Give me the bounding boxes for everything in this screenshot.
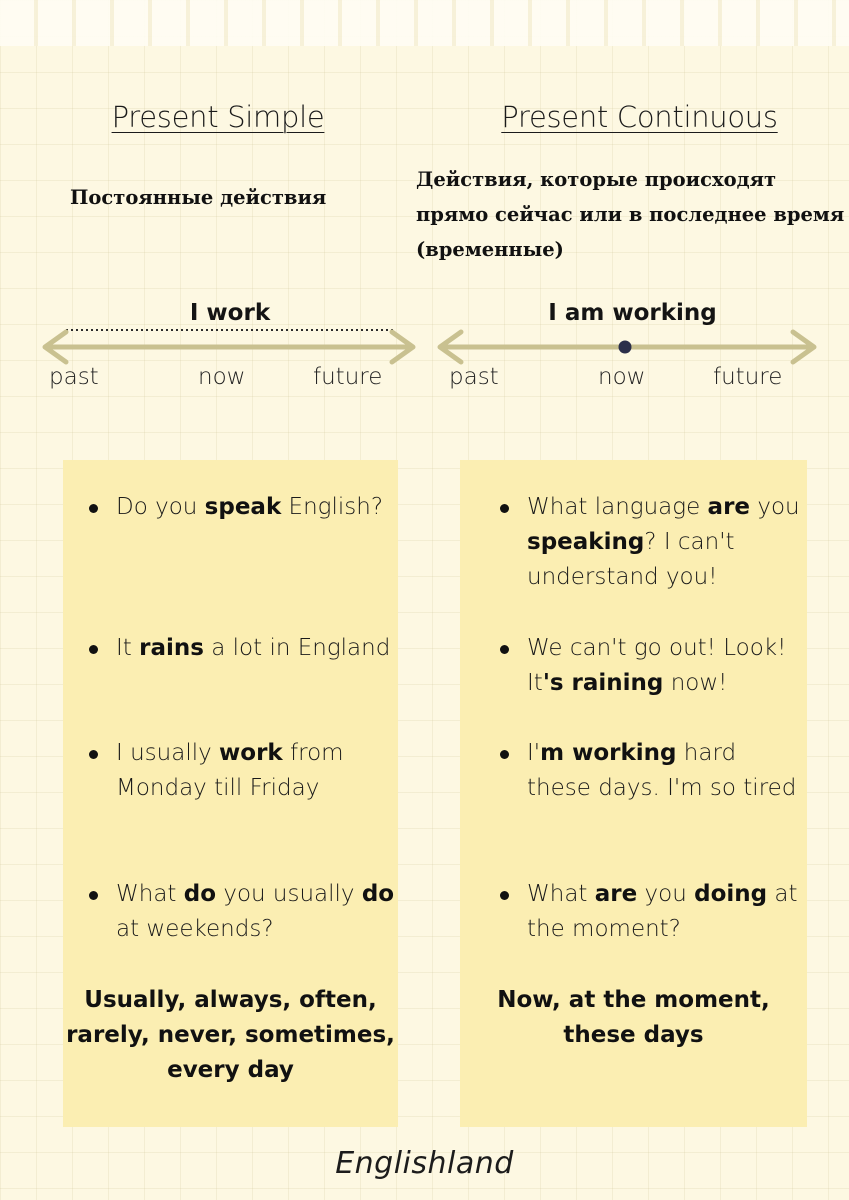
present-simple-meaning: Постоянные действия	[70, 186, 327, 209]
present-continuous-time-markers: Now, at the moment, these days	[497, 987, 770, 1048]
bullet-icon	[89, 645, 98, 654]
sentence-text: hard these days. I'm so tired	[527, 740, 797, 801]
now-dot-icon	[619, 341, 632, 354]
example-item	[116, 736, 396, 806]
brand-footer: Englishland	[335, 1146, 514, 1181]
highlighted-verb: 's raining	[542, 670, 664, 696]
tick-now: now	[198, 364, 246, 390]
bullet-icon	[500, 504, 509, 513]
sentence-text: What language	[527, 494, 708, 520]
sentence-text: It	[116, 635, 140, 661]
example-item	[527, 490, 805, 595]
tick-past: past	[449, 364, 499, 390]
sentence-text: What	[527, 881, 595, 907]
bullet-icon	[500, 645, 509, 654]
example-item	[527, 877, 805, 947]
sentence-text: What	[116, 881, 184, 907]
highlighted-verb: m working	[540, 740, 677, 766]
present-simple-example-verb: I work	[189, 300, 271, 326]
example-item	[116, 877, 396, 947]
tick-now: now	[598, 364, 646, 390]
sentence-text: ? I can't understand you!	[527, 529, 735, 590]
present-simple-time-markers: Usually, always, often, rarely, never, sometimes, every day	[66, 987, 395, 1083]
sentence-text: I usually	[116, 740, 220, 766]
highlighted-verb: do	[361, 881, 395, 907]
tick-future: future	[313, 364, 383, 390]
sentence-text: you	[750, 494, 800, 520]
example-item	[116, 490, 396, 525]
torn-paper-edge	[0, 0, 849, 46]
highlighted-verb: doing	[694, 881, 768, 907]
bullet-icon	[89, 750, 98, 759]
highlighted-verb: are	[707, 494, 751, 520]
sentence-text: from Monday till Friday	[116, 740, 344, 801]
sentence-text: you	[637, 881, 695, 907]
sentence-text: at weekends?	[116, 916, 274, 942]
tick-future: future	[713, 364, 783, 390]
highlighted-verb: work	[219, 740, 283, 766]
example-item	[527, 736, 805, 806]
sentence-text: We can't go out! Look! It	[527, 635, 787, 696]
sentence-text: Do you	[116, 494, 205, 520]
sentence-text: English?	[281, 494, 384, 520]
sentence-text: now!	[663, 670, 728, 696]
present-continuous-title: Present Continuous	[501, 100, 778, 134]
sentence-text: a lot in England	[203, 635, 391, 661]
bullet-icon	[89, 891, 98, 900]
bullet-icon	[500, 750, 509, 759]
highlighted-verb: speaking	[527, 529, 645, 555]
tick-past: past	[49, 364, 99, 390]
highlighted-verb: speak	[204, 494, 282, 520]
highlighted-verb: do	[183, 881, 217, 907]
sentence-text: you usually	[216, 881, 362, 907]
highlighted-verb: rains	[139, 635, 204, 661]
present-simple-title: Present Simple	[111, 100, 325, 134]
sentence-text: I'	[527, 740, 541, 766]
highlighted-verb: are	[594, 881, 638, 907]
present-continuous-examples-card	[460, 460, 807, 1127]
sentence-text: at the moment?	[527, 881, 798, 942]
bullet-icon	[500, 891, 509, 900]
example-item	[116, 631, 396, 666]
present-continuous-meaning: Действия, которые происходят прямо сейчас или в последнее время (временные)	[416, 168, 845, 261]
present-simple-examples-card	[63, 460, 398, 1127]
bullet-icon	[89, 504, 98, 513]
present-continuous-example-verb: I am working	[548, 300, 717, 326]
example-item	[527, 631, 805, 701]
